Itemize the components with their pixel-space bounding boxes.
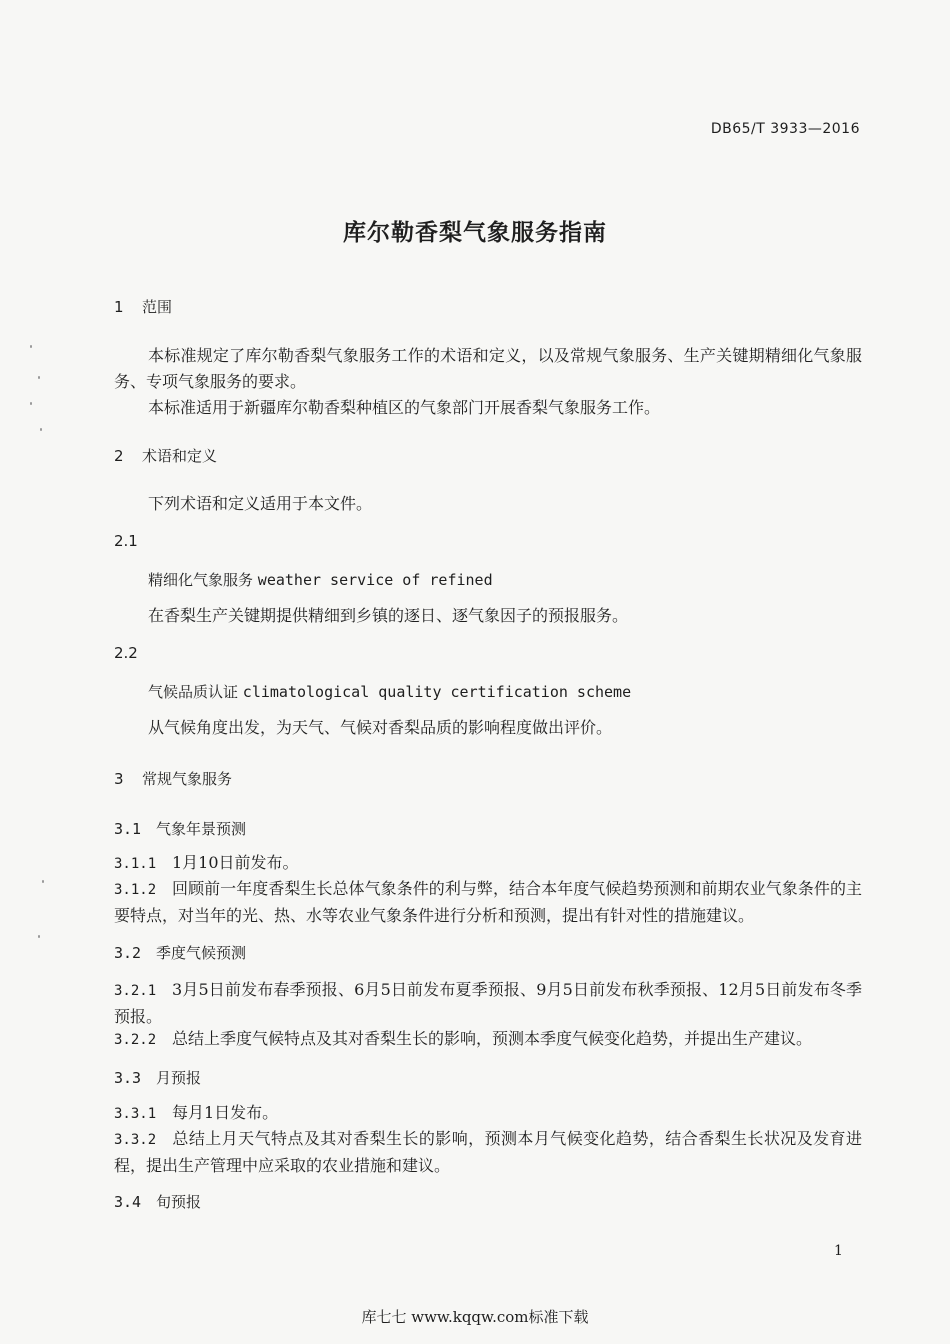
clause-number: 3.3.1 [114,1106,157,1122]
subsection-title: 月预报 [156,1069,202,1087]
clause [114,876,862,929]
subsection-heading [114,1191,201,1212]
clause-number: 3.1.1 [114,856,157,872]
scan-speck [42,880,44,883]
terms-intro: 下列术语和定义适用于本文件。 [148,494,373,513]
scan-speck [40,428,42,431]
document-number: DB65/T 3933—2016 [710,121,860,137]
term-number: 2.1 [114,532,138,550]
footer-watermark[interactable]: 库七七 www.kqqw.com标准下载 [361,1308,589,1326]
clause-number: 3.2.2 [114,1032,157,1048]
scan-speck [38,376,40,379]
section-number: 3 [114,770,124,788]
clause-text: 1月10日前发布。 [172,853,299,872]
clause-text: 3月5日前发布春季预报、6月5日前发布夏季预报、9月5日前发布秋季预报、12月5日前发布冬季预报。 [114,980,862,1026]
subsection-number: 3.2 [114,944,142,962]
subsection-number: 3.3 [114,1069,142,1087]
term-entry [148,681,631,702]
section-title: 范围 [142,298,173,316]
term-name: 精细化气象服务 [148,571,254,589]
term-english: weather service of refined [257,571,493,589]
scan-speck [30,402,32,405]
clause-number: 3.1.2 [114,882,157,898]
clause-text: 总结上季度气候特点及其对香梨生长的影响，预测本季度气候变化趋势，并提出生产建议。 [172,1029,813,1048]
subsection-heading [114,1067,201,1088]
clause-text: 总结上月天气特点及其对香梨生长的影响，预测本月气候变化趋势，结合香梨生长状况及发育进程，提出生产管理中应采取的农业措施和建议。 [114,1129,862,1175]
clause [114,977,862,1030]
subsection-heading [114,942,246,963]
document-title: 库尔勒香梨气象服务指南 [343,220,607,246]
scope-paragraph-2: 本标准适用于新疆库尔勒香梨种植区的气象部门开展香梨气象服务工作。 [148,398,661,417]
section-heading-1 [114,296,172,317]
term-entry [148,569,493,590]
clause [114,1026,862,1053]
scan-speck [30,345,32,348]
clause-number: 3.3.2 [114,1132,157,1148]
term-name: 气候品质认证 [148,683,239,701]
term-number: 2.2 [114,644,138,662]
section-heading-3 [114,768,232,789]
scope-paragraph-1: 本标准规定了库尔勒香梨气象服务工作的术语和定义，以及常规气象服务、生产关键期精细化气象服务、专项气象服务的要求。 [114,346,862,391]
clause [114,1100,862,1127]
clause [114,850,862,877]
subsection-title: 气象年景预测 [156,820,247,838]
term-english: climatological quality certification scheme [242,683,632,701]
subsection-number: 3.1 [114,820,142,838]
clause [114,1126,862,1179]
subsection-number: 3.4 [114,1193,142,1211]
section-number: 2 [114,447,124,465]
clause-text: 每月1日发布。 [172,1103,279,1122]
section-heading-2 [114,445,217,466]
scan-speck [38,935,40,938]
section-title: 常规气象服务 [142,770,233,788]
subsection-heading [114,818,246,839]
subsection-title: 季度气候预测 [156,944,247,962]
clause-number: 3.2.1 [114,983,157,999]
section-number: 1 [114,298,124,316]
clause-text: 回顾前一年度香梨生长总体气象条件的利与弊，结合本年度气候趋势预测和前期农业气象条件的主要特点，对当年的光、热、水等农业气象条件进行分析和预测，提出有针对性的措施建议。 [114,879,862,925]
section-title: 术语和定义 [142,447,218,465]
term-definition: 从气候角度出发，为天气、气候对香梨品质的影响程度做出评价。 [148,718,613,737]
term-definition: 在香梨生产关键期提供精细到乡镇的逐日、逐气象因子的预报服务。 [148,606,629,625]
page-number: 1 [834,1243,843,1259]
subsection-title: 旬预报 [156,1193,202,1211]
